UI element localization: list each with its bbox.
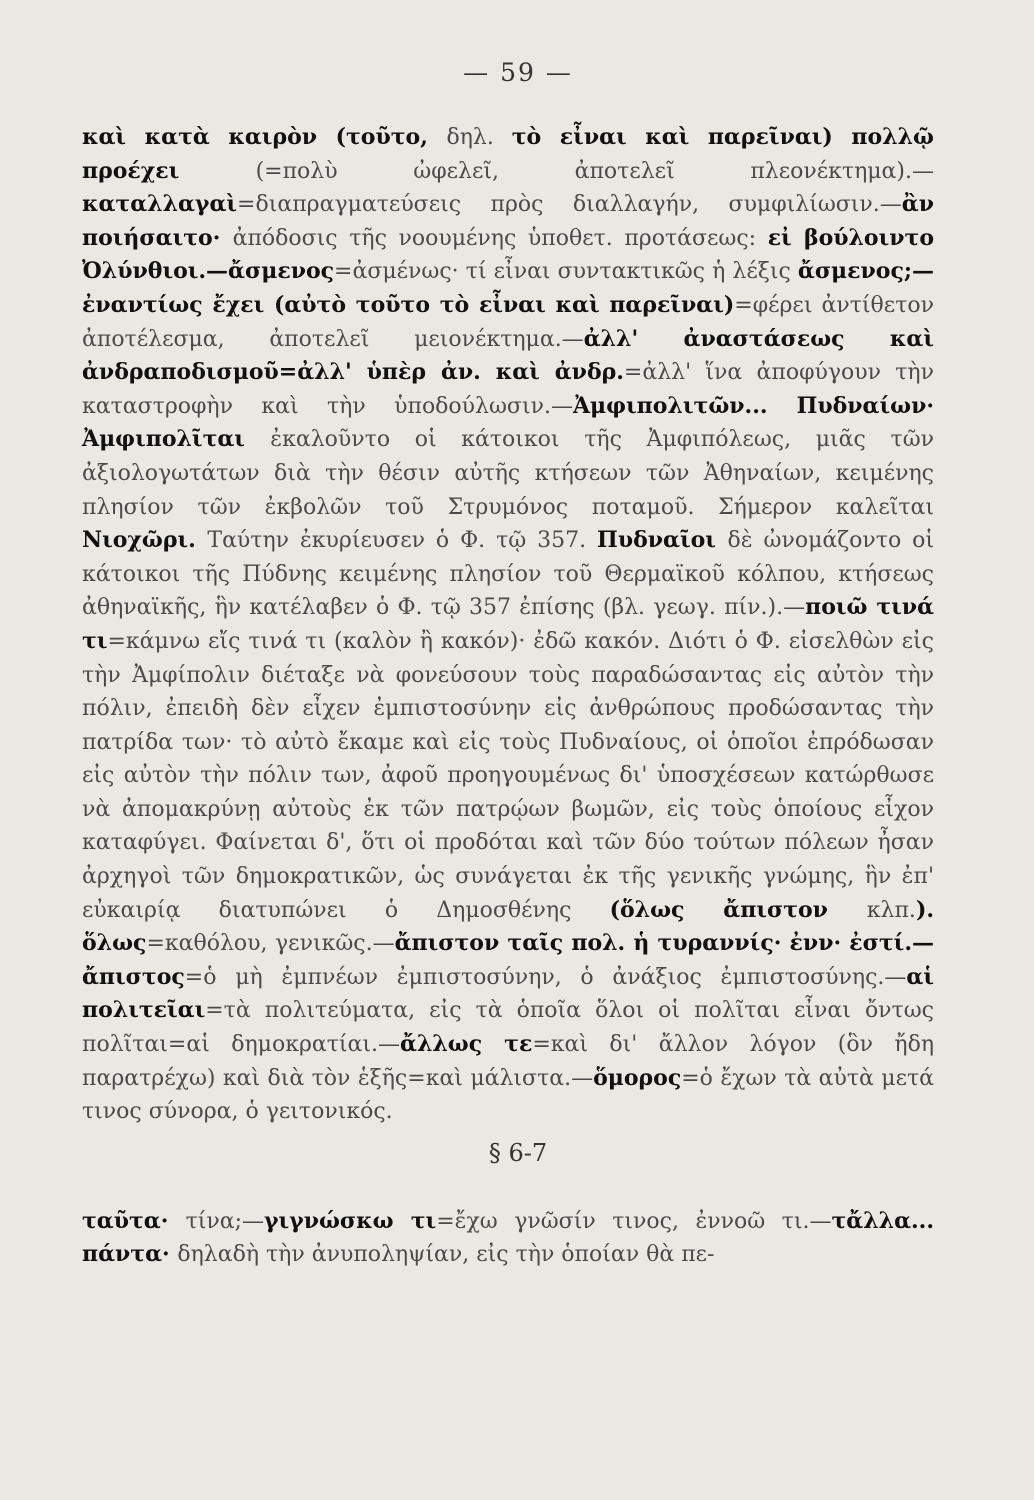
gloss-text: =κάμνω εἴς τινά τι (καλὸν ἢ κακόν)· ἐδῶ κακόν. Διότι ὁ Φ. εἰσελθὼν εἰς τὴν Ἀμφίπολιν διέταξε νὰ φονεύσουν τοὺς παραδώσαντας εἰς αὐτὸν τὴν πόλιν, ἐπειδὴ δὲν εἶχεν ἐμπιστοσύνην εἰς ἀνθρώπους προδώσαντας τὴν πατρίδα των· τὸ αὐτὸ ἔκαμε καὶ εἰς τοὺς Πυδναίους, οἱ ὁποῖοι ἐπρόδωσαν εἰς αὐτὸν τὴν πόλιν των, ἀφοῦ προηγουμένως δι' ὑποσχέσεων κατώρθωσε νὰ ἀπομακρύνῃ αὐτοὺς ἐκ τῶν πατρῴων βωμῶν, εἰς τοὺς ὁποίους εἶχον καταφύγει. Φαίνεται δ', ὅτι οἱ προδόται καὶ τῶν δύο τούτων πόλεων ἦσαν ἀρχηγοὶ τῶν δημοκρατικῶν, ὡς συνάγεται ἐκ τῆς γενικῆς γνώμης, ἣν ἐπ' εὐκαιρίᾳ διατυπώνει ὁ Δημοσθένης [82, 628, 934, 923]
section-heading: § 6-7 [488, 1138, 548, 1167]
page-number: — 59 — [463, 58, 573, 87]
lemma-text: τἄλλα... πάντα· [82, 1207, 934, 1268]
lemma-text: τὸ εἶναι καὶ παρεῖναι) πολλῷ προέχει [82, 124, 934, 184]
gloss-text: Ταύτην ἐκυρίευσεν ὁ Φ. τῷ 357. [207, 528, 598, 554]
gloss-text: =διαπραγματεύσεις πρὸς διαλλαγήν, συμφιλίωσιν.— [237, 192, 902, 218]
gloss-text: (=πολὺ ὠφελεῖ, ἀποτελεῖ πλεονέκτημα).— [255, 158, 934, 184]
gloss-text: =ἔχω γνῶσίν τινος, ἐννοῶ τι.— [436, 1208, 832, 1234]
gloss-text: =τὰ πολιτεύματα, εἰς τὰ ὁποῖα ὅλοι οἱ πολῖται εἶναι ὄντως πολῖται=αἱ δημοκρατίαι.— [82, 998, 934, 1058]
gloss-text: =ὁ ἔχων τὰ αὐτὰ μετά τινος σύνορα, ὁ γειτονικός. [82, 1065, 935, 1125]
lemma-text: γιγνώσκω τι [264, 1207, 437, 1234]
lemma-text: ). ὅλως [82, 896, 935, 957]
gloss-text: δὲ ὠνομάζοντο οἱ κάτοικοι τῆς Πύδνης κειμένης πλησίον τοῦ Θερμαϊκοῦ κόλπου, κτήσεως ἀθηναϊκῆς, ἣν κατέλαβεν ὁ Φ. τῷ 357 ἐπίσης (βλ. γεωγ. πίν.).— [82, 528, 934, 621]
lemma-text: καταλλαγαὶ [82, 191, 238, 218]
lemma-text: ἂν ποιήσαιτο· [82, 191, 934, 251]
gloss-text: δηλαδὴ τὴν ἀνυποληψίαν, εἰς τὴν ὁποίαν θὰ πε- [177, 1242, 715, 1268]
lemma-text: (ὅλως ἄπιστον [609, 896, 867, 923]
gloss-text: ἀπόδοσις τῆς νοουμένης ὑποθετ. προτάσεως: [232, 225, 768, 251]
lemma-text: Πυδναῖοι [597, 527, 728, 554]
lemma-text: ἄσμενος;—ἐναντίως ἔχει (αὐτὸ τοῦτο τὸ εἶναι καὶ παρεῖναι) [82, 258, 934, 318]
lemma-text: εἰ βούλοιντο Ὀλύνθιοι.—ἄσμενος [82, 224, 934, 285]
gloss-text: τίνα;— [185, 1208, 265, 1234]
gloss-text: =καθόλου, γενικῶς.— [146, 931, 395, 957]
gloss-text: =ἀσμένως· τί εἶναι συντακτικῶς ἡ λέξις [334, 259, 798, 285]
lemma-text: ταῦτα· [82, 1207, 186, 1234]
gloss-text: ἐκαλοῦντο οἱ κάτοικοι τῆς Ἀμφιπόλεως, μιᾶς τῶν ἀξιολογωτάτων διὰ τὴν θέσιν αὐτῆς κτήσεων τῶν Ἀθηναίων, κειμένης πλησίον τῶν ἐκβολῶν τοῦ Στρυμόνος ποταμοῦ. Σήμερον καλεῖται [82, 427, 935, 520]
lemma-text: Ἀμφιπολιτῶν... Πυδναίων· Ἀμφιπολῖται [82, 392, 935, 453]
gloss-text: =ὁ μὴ ἐμπνέων ἐμπιστοσύνην, ὁ ἀνάξιος ἐμπιστοσύνης.— [184, 964, 907, 990]
gloss-text: =ἀλλ' ἵνα ἀποφύγουν τὴν καταστροφὴν καὶ τὴν ὑποδούλωσιν.— [82, 360, 934, 419]
lemma-text: ὅμορος [593, 1064, 682, 1091]
gloss-text: =καὶ δι' ἄλλον λόγον (ὃν ἤδη παρατρέχω) καὶ διὰ τὸν ἑξῆς=καὶ μάλιστα.— [82, 1032, 934, 1091]
lemma-text: Νιοχῶρι. [82, 527, 208, 554]
lemma-text: ποιῶ τινά τι [82, 594, 935, 654]
lemma-text: ἄπιστον ταῖς πολ. ἡ τυραννίς· ἐνν· ἐστί.—ἄπιστος [82, 930, 934, 990]
gloss-text: =φέρει ἀντίθετον ἀποτέλεσμα, ἀποτελεῖ μειονέκτημα.— [82, 292, 934, 352]
lemma-text: ἀλλ' ἀναστάσεως καὶ ἀνδραποδισμοῦ=ἀλλ' ὑπὲρ ἀν. καὶ ἀνδρ. [82, 325, 934, 386]
lemma-text: ἄλλως τε [400, 1031, 533, 1058]
commentary-paragraph-1 [82, 121, 934, 1129]
gloss-text: δηλ. [446, 125, 512, 150]
commentary-paragraph-2 [82, 1205, 934, 1272]
gloss-text: κλπ. [866, 897, 916, 923]
lemma-text: αἱ πολιτεῖαι [82, 963, 934, 1024]
lemma-text: καὶ κατὰ καιρὸν (τοῦτο, [82, 124, 447, 150]
